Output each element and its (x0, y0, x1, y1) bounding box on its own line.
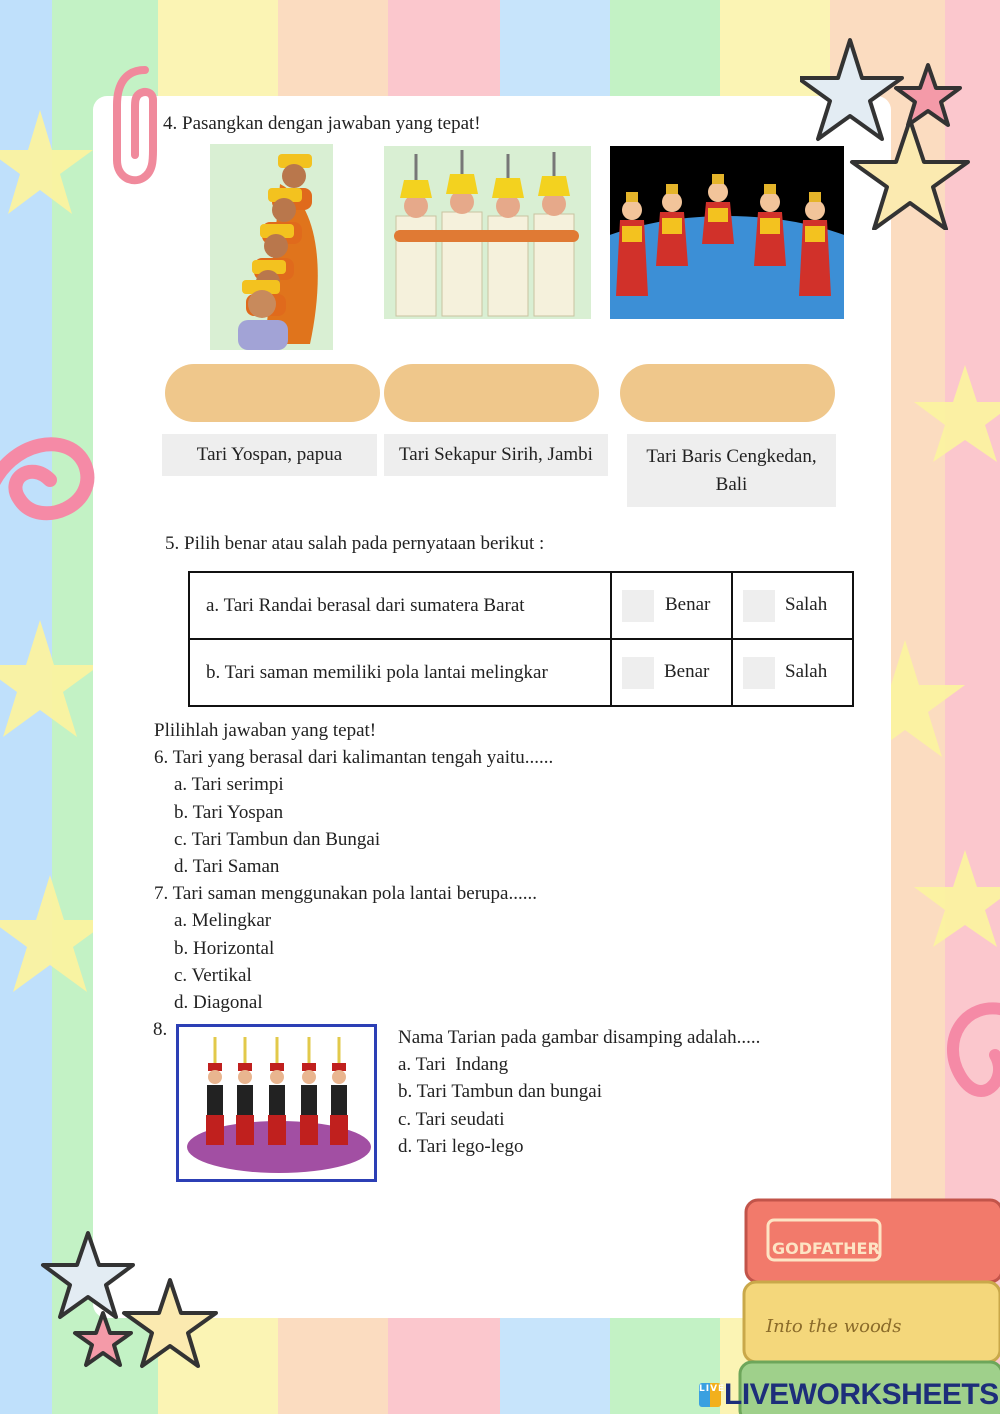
book-title-top: GODFATHER (772, 1239, 880, 1258)
q6-option-d[interactable]: d. Tari Saman (174, 856, 280, 878)
salah-label: Salah (785, 661, 828, 682)
star-icon (896, 65, 960, 125)
question-5-title: 5. Pilih benar atau salah pada pernyataan berikut : (165, 533, 545, 554)
star-icon (852, 120, 968, 229)
star-icon (124, 1280, 216, 1366)
benar-option[interactable] (611, 572, 732, 639)
multiple-choice-section (154, 717, 553, 1016)
badge-letters: LIVE (699, 1383, 721, 1407)
table-row (189, 639, 853, 706)
answer-card-label: Tari Yospan, papua (196, 444, 343, 465)
benar-label: Benar (664, 661, 710, 682)
book-title-middle: Into the woods (766, 1316, 902, 1337)
statement-text: b. Tari saman memiliki pola lantai melingkar (206, 661, 548, 683)
answer-card-label: Tari Sekapur Sirih, Jambi (399, 444, 593, 465)
salah-checkbox[interactable] (743, 590, 775, 622)
star-icon (75, 1313, 131, 1365)
q6-option-a[interactable]: a. Tari serimpi (174, 774, 284, 796)
dancer-figure (616, 192, 648, 296)
q7-option-b[interactable]: b. Horizontal (174, 937, 275, 959)
q7-option-c[interactable]: c. Vertikal (174, 964, 252, 986)
statement-cell (189, 572, 611, 639)
benar-checkbox[interactable] (622, 590, 654, 622)
star-icon (0, 620, 100, 737)
question-8-block (398, 1024, 760, 1160)
salah-option[interactable] (732, 572, 853, 639)
star-icon (0, 110, 93, 214)
table-row (189, 572, 853, 639)
liveworksheets-badge (699, 1383, 726, 1407)
q8-option-a[interactable]: a. Tari Indang (398, 1054, 509, 1076)
q6-option-b[interactable]: b. Tari Yospan (174, 801, 284, 823)
yospan-dancers-image (210, 144, 333, 350)
q8-option-b[interactable]: b. Tari Tambun dan bungai (398, 1081, 603, 1103)
answer-card-label: Tari Baris Cengkedan, Bali (646, 445, 817, 495)
answer-drop-zone-2[interactable] (384, 364, 599, 422)
salah-checkbox[interactable] (743, 657, 775, 689)
corner-stars-bottom (40, 1225, 230, 1375)
star-icon (914, 365, 1000, 462)
instruction-text: Plilihlah jawaban yang tepat! (154, 720, 377, 741)
swirl-left (0, 420, 100, 570)
star-icon (43, 1233, 133, 1317)
salah-option[interactable] (732, 639, 853, 706)
q7-option-d[interactable]: d. Diagonal (174, 992, 263, 1014)
baris-cengkedan-dancers-image (610, 146, 844, 319)
dancer-figure (206, 1037, 224, 1145)
q8-option-d[interactable]: d. Tari lego-lego (398, 1135, 524, 1157)
q6-option-c[interactable]: c. Tari Tambun dan Bungai (174, 828, 381, 850)
question-8-dancers-image (176, 1024, 377, 1182)
question-6-text: 6. Tari yang berasal dari kalimantan tengah yaitu...... (154, 747, 554, 769)
q7-option-a[interactable]: a. Melingkar (174, 910, 272, 932)
benar-label: Benar (665, 594, 711, 615)
question-4-title: 4. Pasangkan dengan jawaban yang tepat! (163, 113, 481, 134)
star-icon (914, 850, 1000, 947)
answer-drop-zone-1[interactable] (165, 364, 380, 422)
star-icon (800, 40, 902, 139)
swirl-right (930, 990, 1000, 1120)
answer-card-baris-cengkedan[interactable] (627, 434, 836, 507)
liveworksheets-logo: LIVEWORKSHEETS (724, 1378, 999, 1411)
true-false-table (188, 571, 854, 707)
statement-text: a. Tari Randai berasal dari sumatera Barat (206, 594, 525, 616)
question-8-number: 8. (153, 1019, 168, 1040)
sekapur-sirih-dancers-image (384, 146, 591, 319)
answer-card-yospan[interactable] (162, 434, 377, 476)
salah-label: Salah (785, 594, 828, 615)
statement-cell (189, 639, 611, 706)
benar-checkbox[interactable] (622, 657, 654, 689)
question-8-text: Nama Tarian pada gambar disamping adalah..... (398, 1027, 761, 1048)
answer-card-sekapur-sirih[interactable] (384, 434, 608, 476)
q8-option-c[interactable]: c. Tari seudati (398, 1108, 505, 1130)
benar-option[interactable] (611, 639, 732, 706)
question-7-text: 7. Tari saman menggunakan pola lantai berupa...... (154, 883, 537, 905)
answer-drop-zone-3[interactable] (620, 364, 835, 422)
